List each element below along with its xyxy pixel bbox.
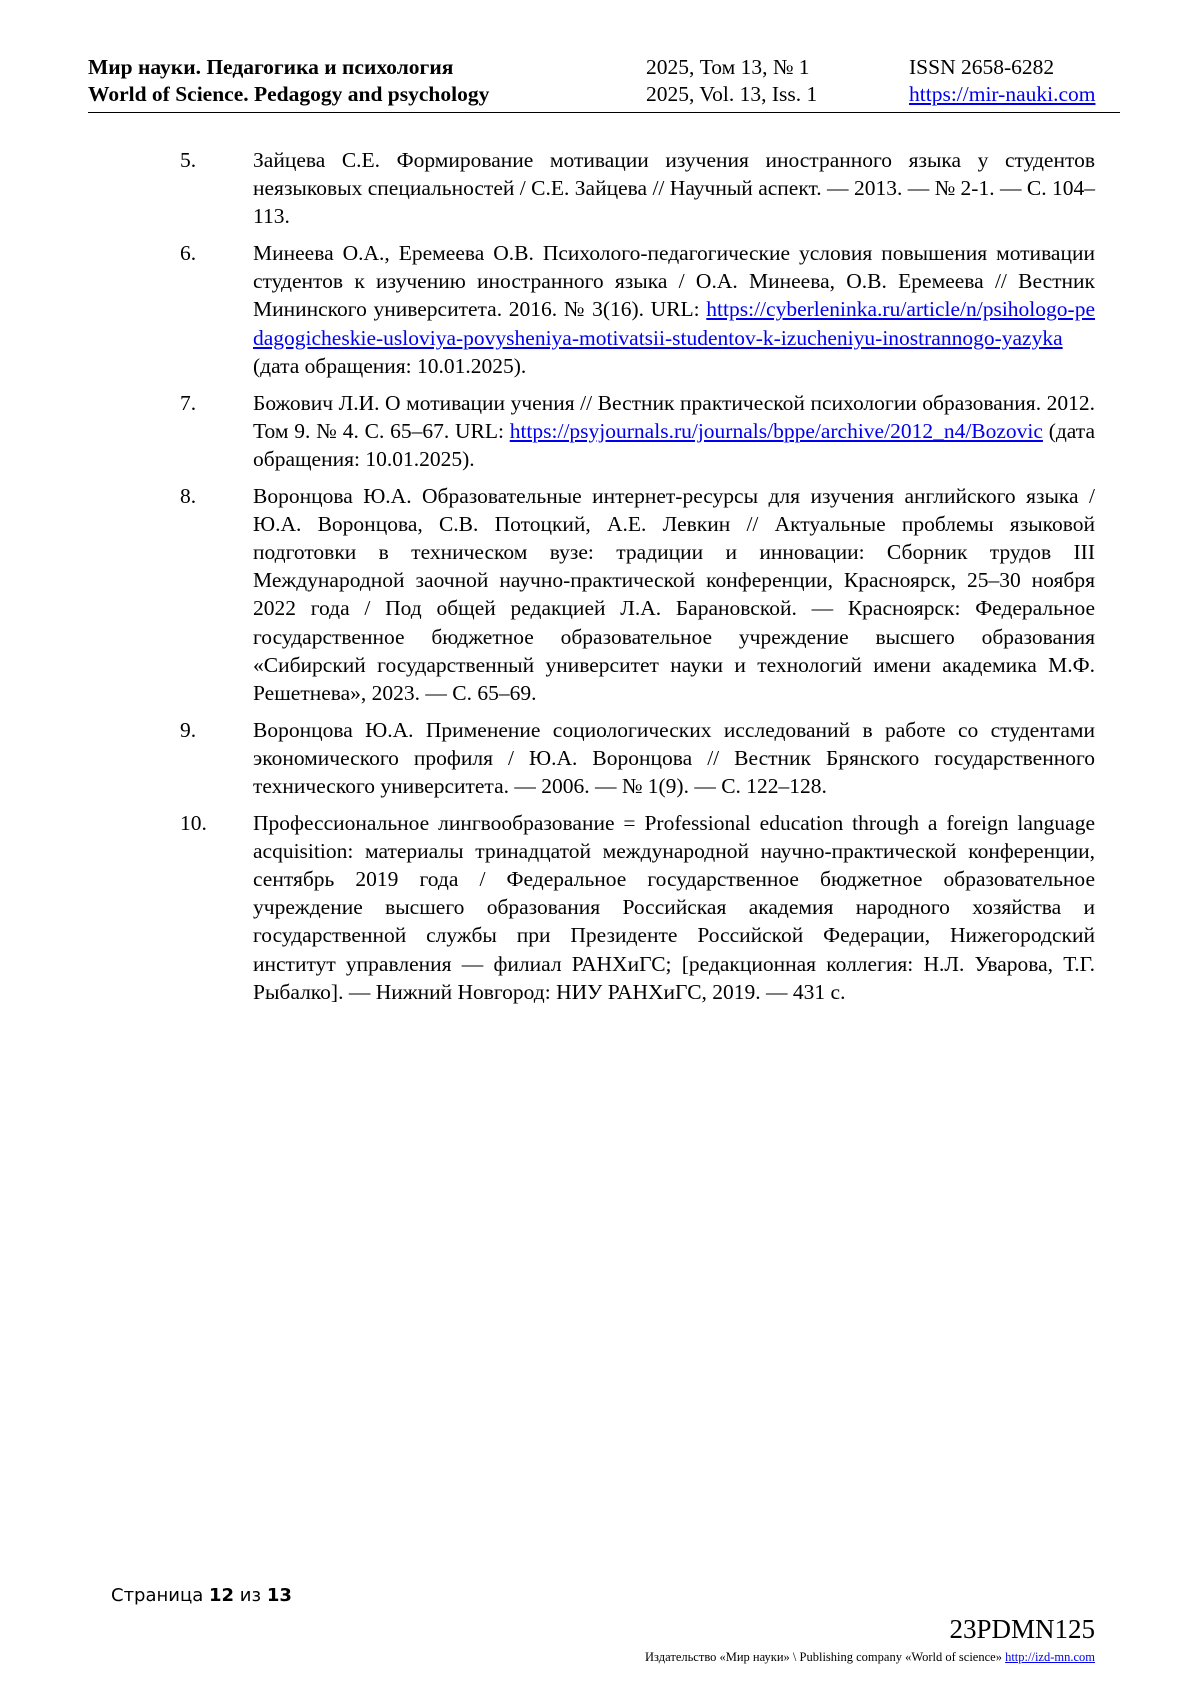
reference-link[interactable]: https://psyjournals.ru/journals/bppe/archive/2012_n4/Bozovic xyxy=(509,418,1043,443)
reference-link[interactable]: https://cyberleninka.ru/article/n/psihologo-pedagogicheskie-usloviya-povysheniya-motivatsii-studentov-k-izucheniyu-inostrannogo-yazyka xyxy=(253,297,1095,350)
reference-number: 6. xyxy=(180,241,197,266)
reference-item xyxy=(180,809,1095,1006)
issue-info xyxy=(646,54,817,108)
issue-info-en: 2025, Vol. 13, Iss. 1 xyxy=(646,82,818,106)
publisher-link[interactable]: http://izd-mn.com xyxy=(1005,1650,1095,1664)
reference-access-date: (дата обращения: 10.01.2025). xyxy=(253,418,1095,471)
page-label: Страница xyxy=(111,1585,204,1606)
reference-item xyxy=(180,146,1095,230)
publisher-line xyxy=(645,1650,1095,1665)
reference-item xyxy=(180,482,1095,707)
reference-text: Воронцова Ю.А. Образовательные интернет-ресурсы для изучения английского языка / Ю.А. Воронцова, С.В. Потоцкий, А.Е. Левкин // Актуальные проблемы языковой подготовки в техническом вузе: традиции и инновации: Сборник трудов III Международной заочной научно-практической конференции, Красноярск, 25–30 ноября 2022 года / Под общей редакцией Л.А. Барановской. — Красноярск: Федеральное государственное бюджетное образовательное учреждение высшего образования «Сибирский государственный университет науки и технологий имени академика М.Ф. Решетнева», 2023. — С. 65–69. xyxy=(253,484,1095,705)
reference-number: 8. xyxy=(180,484,197,509)
reference-body: Божович Л.И. О мотивации учения // Вестник практической психологии образования. 2012. Том 9. № 4. С. 65–67. URL: xyxy=(253,390,1095,443)
reference-text: Зайцева С.Е. Формирование мотивации изучения иностранного языка у студентов неязыковых специальностей / С.Е. Зайцева // Научный аспект. — 2013. — № 2-1. — С. 104–113. xyxy=(253,148,1095,229)
reference-text: Профессиональное лингвообразование = Professional education through a foreign language acquisition: материалы тринадцатой международной научно-практической конференции, сентябрь 2019 года / Федеральное государственное бюджетное образовательное учреждение высшего образования Российская академия народного хозяйства и государственной службы при Президенте Российской Федерации, Нижегородский институт управления — филиал РАНХиГС; [редакционная коллегия: Н.Л. Уварова, Т.Г. Рыбалко]. — Нижний Новгород: НИУ РАНХиГС, 2019. — 431 с. xyxy=(253,811,1095,1004)
issn-block xyxy=(909,54,1095,108)
reference-text xyxy=(253,241,1095,377)
reference-text xyxy=(253,391,1095,471)
journal-site-link[interactable]: https://mir-nauki.com xyxy=(909,82,1096,106)
reference-access-date: (дата обращения: 10.01.2025). xyxy=(253,353,527,378)
reference-text: Воронцова Ю.А. Применение социологических исследований в работе со студентами экономического профиля / Ю.А. Воронцова // Вестник Брянского государственного технического университета. — 2006. — № 1(9). — С. 122–128. xyxy=(253,717,1095,798)
page-of-label: из xyxy=(239,1585,262,1606)
journal-title xyxy=(88,54,489,108)
page-counter xyxy=(111,1585,292,1606)
page-header xyxy=(88,52,1120,113)
reference-number: 7. xyxy=(180,390,197,415)
reference-item xyxy=(180,716,1095,800)
reference-item xyxy=(180,389,1095,473)
issn-text: ISSN 2658-6282 xyxy=(909,55,1055,79)
page-total: 13 xyxy=(266,1585,292,1606)
reference-number: 10. xyxy=(180,811,207,836)
article-code: 23PDMN125 xyxy=(949,1614,1095,1644)
reference-body: Минеева О.А., Еремеева О.В. Психолого-педагогические условия повышения мотивации студентов к изучению иностранного языка / О.А. Минеева, О.В. Еремеева // Вестник Мининского университета. 2016. № 3(16). URL: xyxy=(253,241,1095,322)
journal-title-en: World of Science. Pedagogy and psychology xyxy=(88,82,490,106)
issue-info-ru: 2025, Том 13, № 1 xyxy=(646,55,810,79)
publisher-text: Издательство «Мир науки» \ Publishing company «World of science» xyxy=(645,1650,1002,1664)
reference-number: 5. xyxy=(180,148,197,172)
reference-number: 9. xyxy=(180,717,197,742)
reference-item xyxy=(180,239,1095,379)
page-current: 12 xyxy=(209,1585,235,1606)
references-list xyxy=(180,146,1095,1015)
journal-title-ru: Мир науки. Педагогика и психология xyxy=(88,55,454,79)
